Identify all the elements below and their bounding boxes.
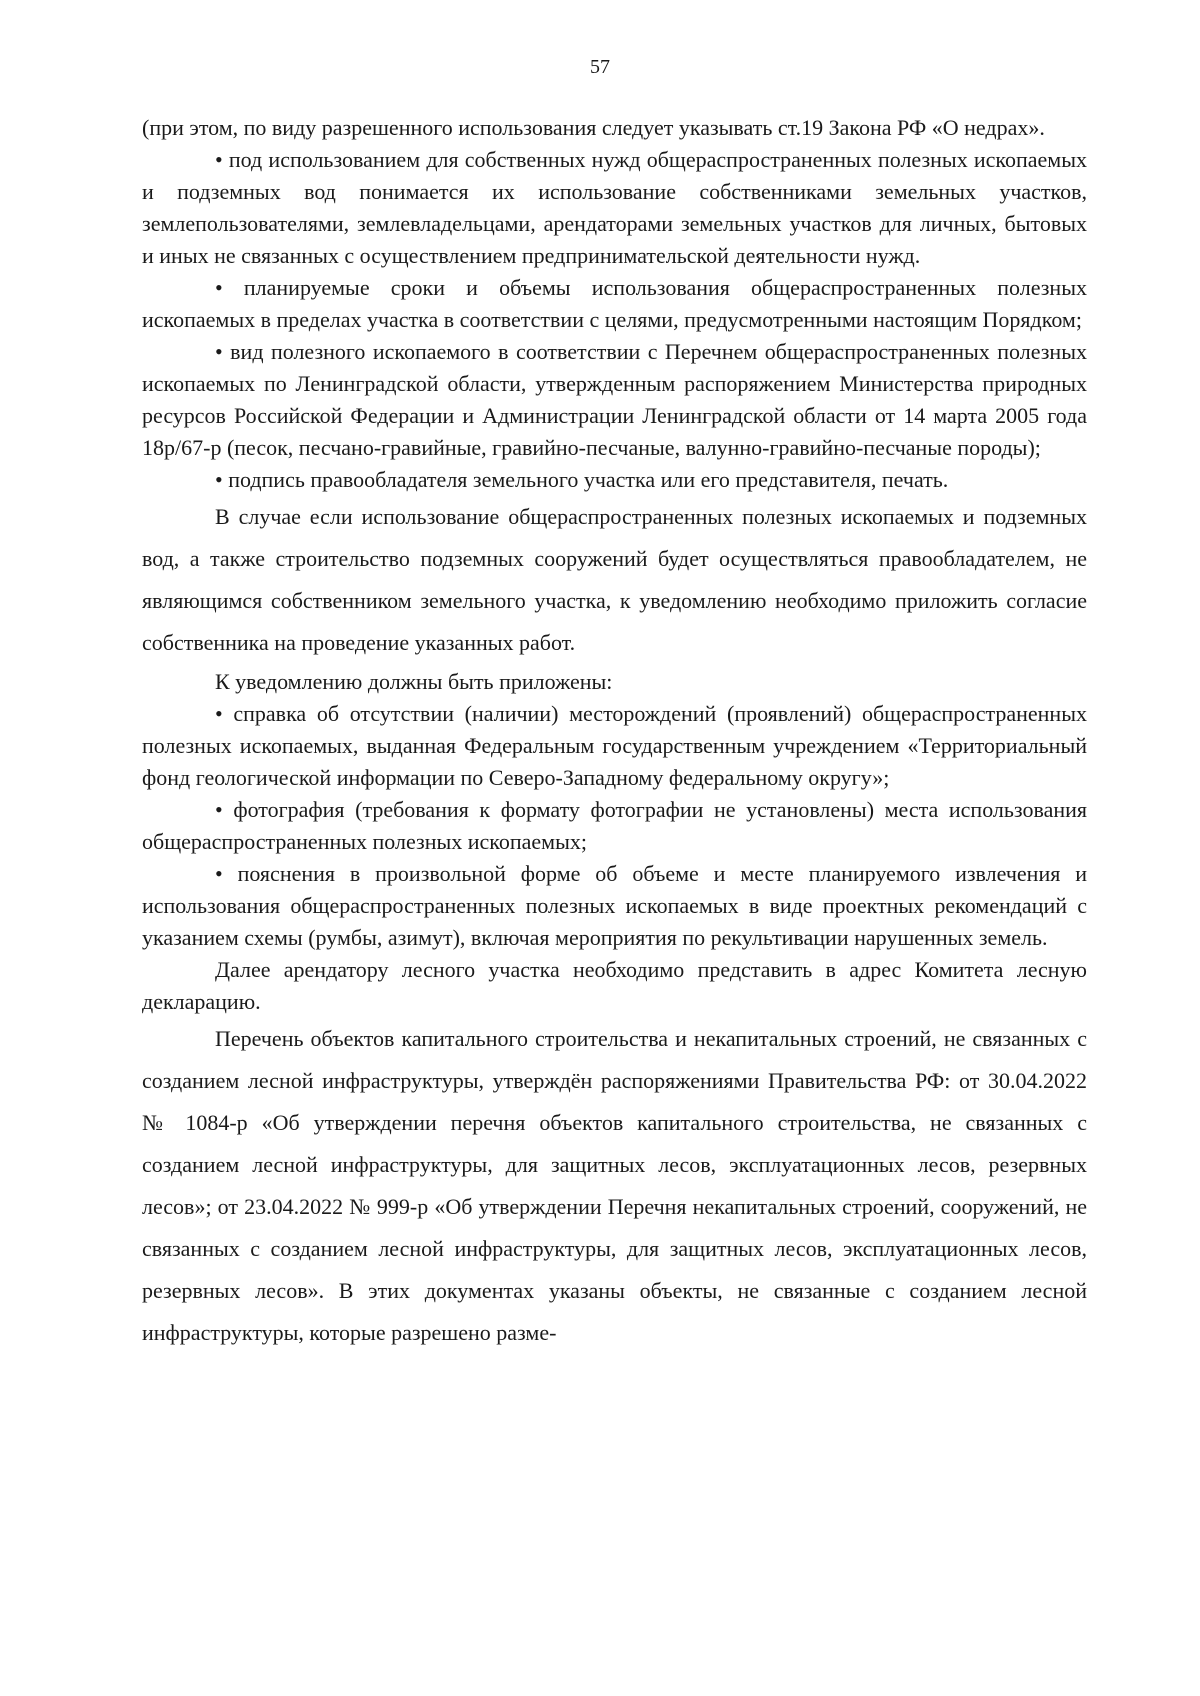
paragraph-text: фотография (требования к формату фотографии не установлены) места использования общераспространенных полезных ископаемых;: [142, 797, 1088, 854]
bullet-paragraph-9: [142, 794, 1087, 858]
bullet-icon: •: [215, 467, 223, 492]
bullet-icon: •: [215, 147, 223, 172]
paragraph-1: [142, 112, 1087, 144]
bullet-paragraph-8: [142, 698, 1087, 794]
paragraph-text: Далее арендатору лесного участка необходимо представить в адрес Комитета лесную декларацию.: [142, 957, 1087, 1014]
bullet-icon: •: [215, 339, 223, 364]
bullet-icon: •: [215, 861, 223, 886]
paragraph-text: планируемые сроки и объемы использования общераспространенных полезных ископаемых в пределах участка в соответствии с целями, предусмотренными настоящим Порядком;: [142, 275, 1087, 332]
paragraph-text: подпись правообладателя земельного участка или его представителя, печать.: [228, 467, 949, 492]
page-number: 57: [590, 56, 610, 78]
paragraph-12: [142, 1018, 1087, 1354]
paragraph-11: [142, 954, 1087, 1018]
bullet-paragraph-3: [142, 272, 1087, 336]
paragraph-text: Перечень объектов капитального строительства и некапитальных строений, не связанных с созданием лесной инфраструктуры, утверждён распоряжениями Правительства РФ: от 30.04.2022 № 1084-р «Об утверждении перечня объектов капитального строительства, не связанных с созданием лесной инфраструктуры, для защитных лесов, эксплуатационных лесов, резервных лесов»; от 23.04.2022 № 999-р «Об утверждении Перечня некапитальных строений, сооружений, не связанных с созданием лесной инфраструктуры, для защитных лесов, эксплуатационных лесов, резервных лесов». В этих документах указаны объекты, не связанные с созданием лесной инфраструктуры, которые разрешено разме-: [142, 1026, 1087, 1345]
paragraph-6: [142, 496, 1087, 664]
bullet-icon: •: [215, 797, 223, 822]
bullet-paragraph-5: [142, 464, 1087, 496]
bullet-paragraph-10: [142, 858, 1087, 954]
bullet-icon: •: [215, 275, 223, 300]
paragraph-7: [142, 666, 1087, 698]
paragraph-text: под использованием для собственных нужд общераспространенных полезных ископаемых и подземных вод понимается их использование собственниками земельных участков, землепользователями, землевладельцами, арендаторами земельных участков для личных, бытовых и иных не связанных с осуществлением предпринимательской деятельности нужд.: [142, 147, 1088, 268]
paragraph-text: (при этом, по виду разрешенного использования следует указывать ст.19 Закона РФ «О недрах».: [142, 115, 1045, 140]
bullet-icon: •: [215, 701, 223, 726]
paragraph-text: К уведомлению должны быть приложены:: [215, 669, 613, 694]
paragraph-text: вид полезного ископаемого в соответствии с Перечнем общераспространенных полезных ископаемых по Ленинградской области, утвержденным распоряжением Министерства природных ресурсов Российской Федерации и Администрации Ленинградской области от 14 марта 2005 года 18р/67-р (песок, песчано-гравийные, гравийно-песчаные, валунно-гравийно-песчаные породы);: [142, 339, 1087, 460]
bullet-paragraph-2: [142, 144, 1087, 272]
paragraph-text: справка об отсутствии (наличии) месторождений (проявлений) общераспространенных полезных ископаемых, выданная Федеральным государственным учреждением «Территориальный фонд геологической информации по Северо-Западному федеральному округу»;: [142, 701, 1087, 790]
paragraph-text: пояснения в произвольной форме об объеме и месте планируемого извлечения и использования общераспространенных полезных ископаемых в виде проектных рекомендаций с указанием схемы (румбы, азимут), включая мероприятия по рекультивации нарушенных земель.: [142, 861, 1087, 950]
paragraph-text: В случае если использование общераспространенных полезных ископаемых и подземных вод, а также строительство подземных сооружений будет осуществляться правообладателем, не являющимся собственником земельного участка, к уведомлению необходимо приложить согласие собственника на проведение указанных работ.: [142, 504, 1087, 655]
bullet-paragraph-4: [142, 336, 1087, 464]
document-body: [142, 112, 1087, 1354]
